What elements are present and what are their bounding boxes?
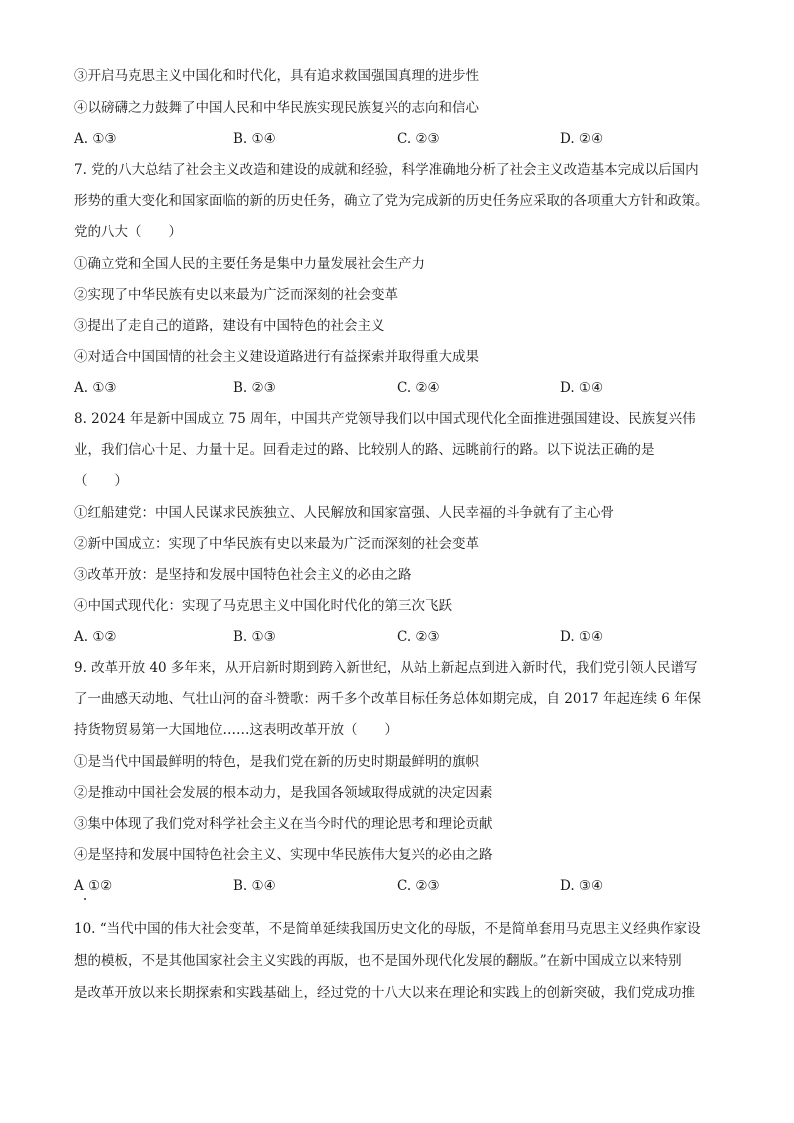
q7-stem-line-1: 7. 党的八大总结了社会主义改造和建设的成就和经验，科学准确地分析了社会主义改造基本完成以后国内 xyxy=(74,162,699,178)
q8-option-d[interactable]: D. ①④ xyxy=(560,629,604,645)
q9-option-a[interactable]: A ①② xyxy=(74,878,113,894)
q9-stem-line-1: 9. 改革开放 40 多年来，从开启新时期到跨入新世纪，从站上新起点到进入新时代，我们党引领人民谱写 xyxy=(74,660,698,676)
q9-item-2: ②是推动中国社会发展的根本动力，是我国各领域取得成就的决定因素 xyxy=(74,785,493,801)
q6-option-b[interactable]: B. ①④ xyxy=(233,131,276,147)
q8-item-4: ④中国式现代化：实现了马克思主义中国化时代化的第三次飞跃 xyxy=(74,598,452,614)
q9-item-4: ④是坚持和发展中国特色社会主义、实现中华民族伟大复兴的必由之路 xyxy=(74,847,493,863)
q7-stem-line-2: 形势的重大变化和国家面临的新的历史任务，确立了党为完成新的历史任务应采取的各项重大方针和政策。 xyxy=(74,193,709,209)
q8-stem-line-3: （ ） xyxy=(74,473,128,489)
q8-option-a[interactable]: A. ①② xyxy=(74,629,117,645)
q10-stem-line-1: 10. “当代中国的伟大社会变革，不是简单延续我国历史文化的母版，不是简单套用马克思主义经典作家设 xyxy=(74,921,701,937)
q9-stem-line-2: 了一曲感天动地、气壮山河的奋斗赞歌：两千多个改革目标任务总体如期完成，自 2017 年起连续 6 年保 xyxy=(74,691,702,707)
q7-item-3: ③提出了走自己的道路，建设有中国特色的社会主义 xyxy=(74,318,385,334)
q6-option-a[interactable]: A. ①③ xyxy=(74,131,117,147)
q8-option-b[interactable]: B. ①③ xyxy=(233,629,276,645)
q7-stem-line-3: 党的八大（ ） xyxy=(74,224,182,240)
q9-stem-line-3: 持货物贸易第一大国地位……这表明改革开放（ ） xyxy=(74,722,398,738)
q9-item-3: ③集中体现了我们党对科学社会主义在当今时代的理论思考和理论贡献 xyxy=(74,816,493,832)
q8-item-1: ①红船建党：中国人民谋求民族独立、人民解放和国家富强、人民幸福的斗争就有了主心骨 xyxy=(74,505,614,521)
q6-item-3: ③开启马克思主义中国化和时代化，具有追求救国强国真理的进步性 xyxy=(74,68,479,84)
q9-item-1: ①是当代中国最鲜明的特色，是我们党在新的历史时期最鲜明的旗帜 xyxy=(74,754,479,770)
stray-dot xyxy=(84,898,86,900)
q7-option-b[interactable]: B. ②③ xyxy=(233,380,276,396)
q8-stem-line-2: 业，我们信心十足、力量十足。回看走过的路、比较别人的路、远眺前行的路。以下说法正确的是 xyxy=(74,442,655,458)
q10-stem-line-2: 想的模板，不是其他国家社会主义实践的再版，也不是国外现代化发展的翻版。”在新中国成立以来特别 xyxy=(74,953,682,969)
q6-item-4: ④以磅礴之力鼓舞了中国人民和中华民族实现民族复兴的志向和信心 xyxy=(74,100,479,116)
q7-option-c[interactable]: C. ②④ xyxy=(397,380,440,396)
q7-item-4: ④对适合中国国情的社会主义建设道路进行有益探索并取得重大成果 xyxy=(74,349,479,365)
q6-option-d[interactable]: D. ②④ xyxy=(560,131,604,147)
q6-option-c[interactable]: C. ②③ xyxy=(397,131,440,147)
q8-option-c[interactable]: C. ②③ xyxy=(397,629,440,645)
q7-option-a[interactable]: A. ①③ xyxy=(74,380,117,396)
q8-stem-line-1: 8. 2024 年是新中国成立 75 周年，中国共产党领导我们以中国式现代化全面推进强国建设、民族复兴伟 xyxy=(74,411,696,427)
q9-option-c[interactable]: C. ②③ xyxy=(397,878,440,894)
q7-item-1: ①确立党和全国人民的主要任务是集中力量发展社会生产力 xyxy=(74,256,425,272)
q9-option-d[interactable]: D. ③④ xyxy=(560,878,604,894)
q8-item-3: ③改革开放：是坚持和发展中国特色社会主义的必由之路 xyxy=(74,567,412,583)
q8-item-2: ②新中国成立：实现了中华民族有史以来最为广泛而深刻的社会变革 xyxy=(74,536,479,552)
q7-item-2: ②实现了中华民族有史以来最为广泛而深刻的社会变革 xyxy=(74,287,398,303)
q9-option-b[interactable]: B. ①④ xyxy=(233,878,276,894)
q10-stem-line-3: 是改革开放以来长期探索和实践基础上，经过党的十八大以来在理论和实践上的创新突破，我们党成功推 xyxy=(74,985,695,1001)
q7-option-d[interactable]: D. ①④ xyxy=(560,380,604,396)
